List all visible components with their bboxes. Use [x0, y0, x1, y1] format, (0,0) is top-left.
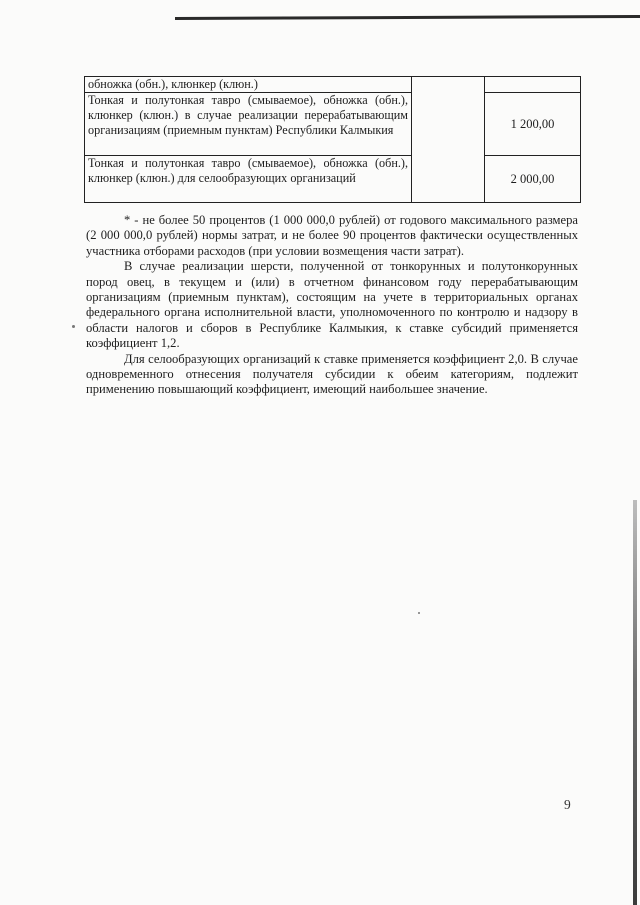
table-row: [85, 77, 581, 93]
rate-value: 2 000,00: [510, 171, 555, 186]
footnote-paragraph: * - не более 50 процентов (1 000 000,0 рублей) от годового максимального размера (2 000 000,0 рублей) нормы затрат, и не более 90 процентов фактически осуществленных участника отборами расходов (при условии возмещения части затрат).: [86, 213, 578, 258]
page-number: 9: [564, 797, 571, 812]
table-cell-description: Тонкая и полутонкая тавро (смываемое), обножка (обн.), клюнкер (клюн.) в случае реализации перерабатывающим организациям (приемным пунктам) Республики Калмыкия: [85, 93, 412, 156]
table-row: [85, 156, 581, 203]
table-cell-description: Тонкая и полутонкая тавро (смываемое), обножка (обн.), клюнкер (клюн.) для селообразующих организаций: [85, 156, 412, 203]
table-cell-rate: [485, 77, 581, 93]
document-body: [86, 213, 578, 398]
body-paragraph: В случае реализации шерсти, полученной от тонкорунных и полутонкорунных пород овец, в текущем и (или) в отчетном финансовом году перерабатывающим организациям (приемным пунктам), состоящим на учете в территориальных органах федерального органа исполнительной власти, уполномоченного по контролю и надзору в области налогов и сборов в Республике Калмыкия, к ставке субсидий применяется коэффициент 1,2.: [86, 259, 578, 351]
scan-edge-right: [633, 500, 637, 905]
scan-speck: [72, 325, 75, 328]
rate-value: 1 200,00: [510, 116, 555, 131]
table-cell-rate: [485, 93, 581, 156]
table-row: [85, 93, 581, 156]
table-cell-rate: [485, 156, 581, 203]
table-cell-empty: [412, 77, 485, 203]
body-paragraph: Для селообразующих организаций к ставке применяется коэффициент 2,0. В случае одновременного отнесения получателя субсидии к обеим категориям, подлежит применению повышающий коэффициент, имеющий наибольшее значение.: [86, 351, 578, 397]
scan-edge-top: [175, 15, 640, 20]
table-cell-description: обножка (обн.), клюнкер (клюн.): [85, 77, 412, 93]
rates-table: [84, 76, 581, 203]
scan-speck: [418, 612, 420, 614]
